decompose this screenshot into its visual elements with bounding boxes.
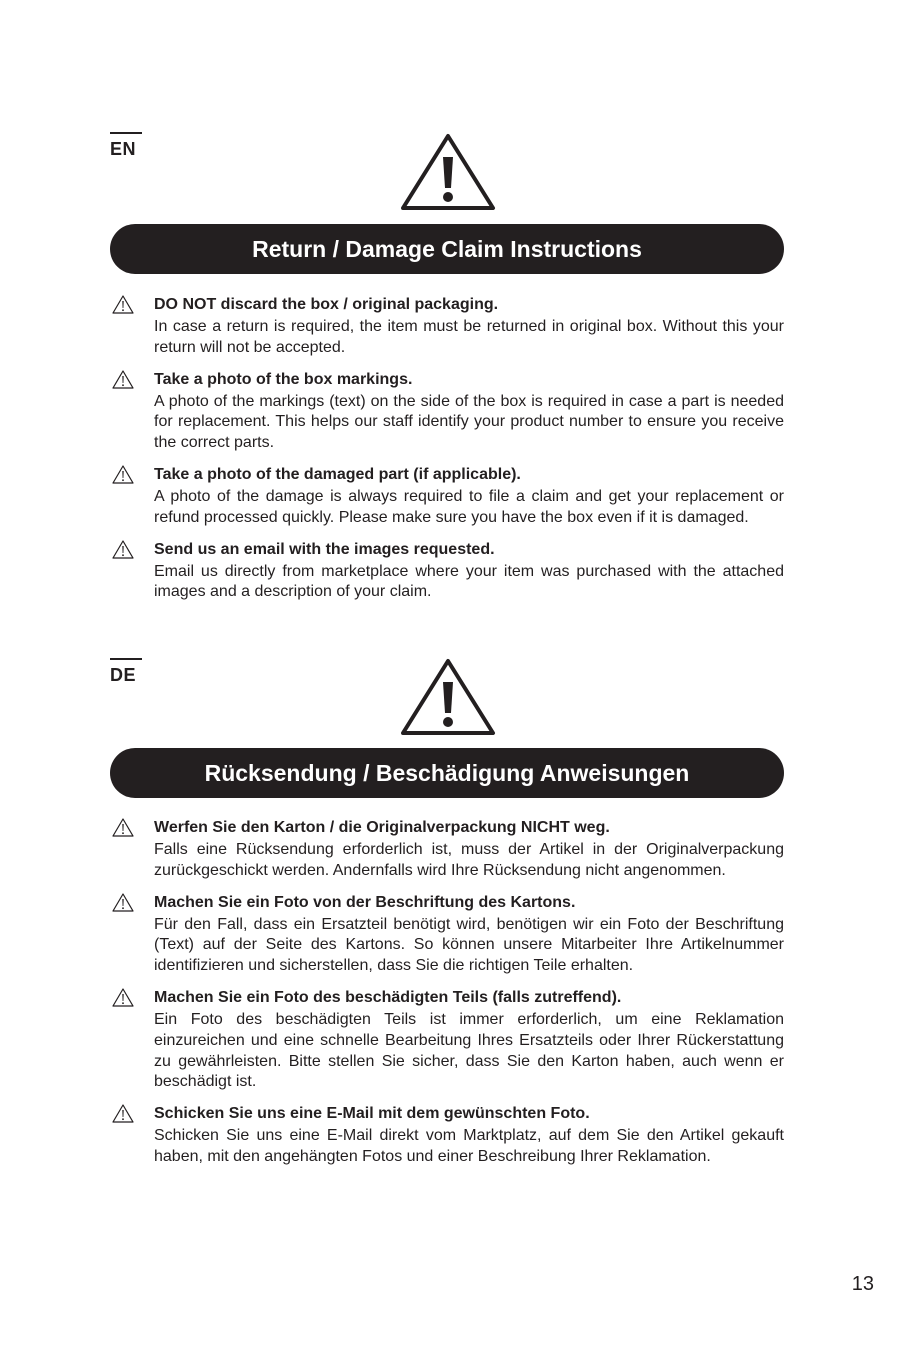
language-label-en: EN xyxy=(110,132,142,160)
warning-triangle-icon xyxy=(400,657,496,737)
instruction-body: Falls eine Rücksendung erforderlich ist, muss der Artikel in der Originalverpackung zurückgeschickt werden. Andernfalls wird Ihre Rücksendung nicht angenommen. xyxy=(154,841,784,879)
instruction-list-en xyxy=(110,294,784,603)
instruction-item xyxy=(110,464,784,529)
language-label-de: DE xyxy=(110,658,142,686)
instruction-body: Schicken Sie uns eine E-Mail direkt vom Marktplatz, auf dem Sie den Artikel gekauft haben, mit den angehängten Fotos und einer Beschreibung Ihrer Reklamation. xyxy=(154,1127,784,1165)
instruction-item xyxy=(110,1103,784,1168)
instruction-item xyxy=(110,892,784,977)
instruction-item xyxy=(110,817,784,882)
page-number: 13 xyxy=(851,1273,874,1295)
instruction-title: Schicken Sie uns eine E-Mail mit dem gewünschten Foto. xyxy=(154,1105,590,1123)
section-banner-en: Return / Damage Claim Instructions xyxy=(110,224,784,274)
section-banner-de: Rücksendung / Beschädigung Anweisungen xyxy=(110,748,784,798)
instruction-body: Für den Fall, dass ein Ersatzteil benötigt wird, benötigen wir ein Foto der Beschriftung (Text) auf der Seite des Kartons. So können unsere Mitarbeiter Ihre Artikelnummer identifizieren und sicherstellen, dass Sie die richtigen Teile erhalten. xyxy=(154,915,784,975)
warning-triangle-icon xyxy=(112,465,134,484)
instruction-title: Take a photo of the box markings. xyxy=(154,370,413,388)
instruction-item xyxy=(110,294,784,359)
instruction-title: Werfen Sie den Karton / die Originalverpackung NICHT weg. xyxy=(154,819,610,836)
instruction-body: Ein Foto des beschädigten Teils ist immer erforderlich, um eine Reklamation einzureichen und eine schnelle Bearbeitung Ihres Ersatzteils oder Ihrer Rückerstattung zu gewährleisten. Bitte stellen Sie sicher, dass Sie den Karton haben, auch wenn er beschädigt ist. xyxy=(154,1010,784,1091)
warning-triangle-icon xyxy=(112,1104,134,1123)
warning-triangle-icon xyxy=(400,132,496,212)
instruction-body: In case a return is required, the item must be returned in original box. Without this your return will not be accepted. xyxy=(154,318,784,356)
instruction-title: Send us an email with the images requested. xyxy=(154,540,495,558)
warning-triangle-icon xyxy=(112,893,134,912)
instruction-list-de xyxy=(110,817,784,1168)
warning-triangle-icon xyxy=(112,988,134,1007)
warning-triangle-icon xyxy=(112,295,134,314)
instruction-body: A photo of the markings (text) on the side of the box is required in case a part is needed for replacement. This helps our staff identify your product number to ensure you receive the correct parts. xyxy=(154,392,784,452)
instruction-body: Email us directly from marketplace where your item was purchased with the attached images and a description of your claim. xyxy=(154,562,784,601)
instruction-item xyxy=(110,539,784,604)
instruction-title: Machen Sie ein Foto von der Beschriftung des Kartons. xyxy=(154,893,576,911)
instruction-title: DO NOT discard the box / original packaging. xyxy=(154,296,499,313)
instruction-body: A photo of the damage is always required to file a claim and get your replacement or refund processed quickly. Please make sure you have the box even if it is damaged. xyxy=(154,487,784,526)
warning-triangle-icon xyxy=(112,540,134,559)
warning-triangle-icon xyxy=(112,370,134,389)
instruction-title: Take a photo of the damaged part (if applicable). xyxy=(154,465,521,483)
instruction-item xyxy=(110,369,784,454)
warning-triangle-icon xyxy=(112,818,134,837)
instruction-item xyxy=(110,987,784,1093)
instruction-title: Machen Sie ein Foto des beschädigten Teils (falls zutreffend). xyxy=(154,988,622,1006)
